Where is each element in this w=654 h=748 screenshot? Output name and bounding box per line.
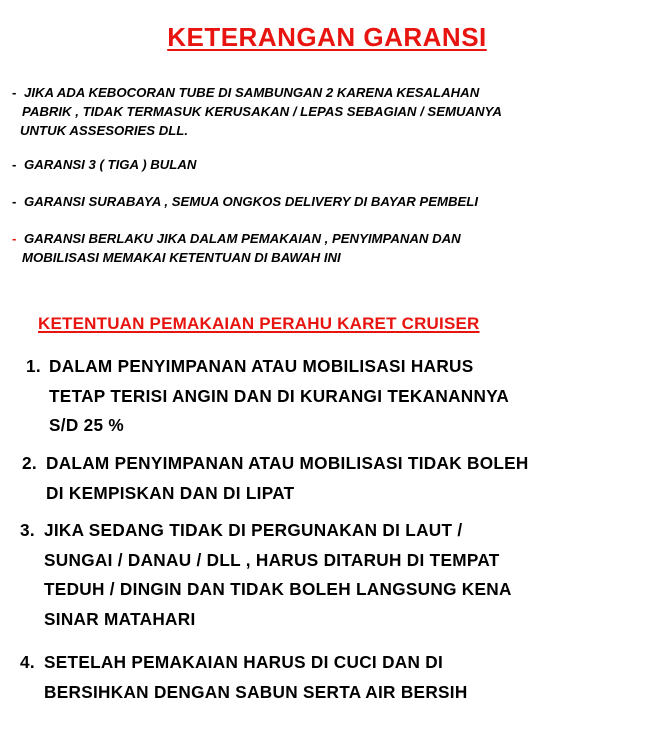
rule-number: 1. [26,356,41,376]
note-line: GARANSI 3 ( TIGA ) BULAN [24,157,197,172]
rule-number: 4. [20,652,35,672]
note-line: MOBILISASI MEMAKAI KETENTUAN DI BAWAH INI [22,250,341,265]
rule-line: DALAM PENYIMPANAN ATAU MOBILISASI TIDAK BOLEH [46,453,529,473]
rule-number: 2. [22,453,37,473]
page-title [0,22,654,53]
rule-line: TEDUH / DINGIN DAN TIDAK BOLEH LANGSUNG KENA [44,579,512,599]
rule-line: SINAR MATAHARI [44,608,196,629]
note-dash: - [12,194,17,209]
rule-line: SETELAH PEMAKAIAN HARUS DI CUCI DAN DI [44,652,444,672]
note-line: GARANSI SURABAYA , SEMUA ONGKOS DELIVERY DI BAYAR PEMBELI [24,194,479,209]
note-line: GARANSI BERLAKU JIKA DALAM PEMAKAIAN , PENYIMPANAN DAN [24,231,461,246]
usage-rule-1 [26,352,509,441]
usage-rule-2 [22,449,529,508]
warranty-note-4 [12,229,642,267]
rule-line: SUNGAI / DANAU / DLL , HARUS DITARUH DI TEMPAT [44,549,500,570]
rule-line: S/D 25 % [49,415,125,435]
rule-line: TETAP TERISI ANGIN DAN DI KURANGI TEKANANNYA [49,385,510,406]
page-title-text: KETERANGAN GARANSI [167,22,487,52]
warranty-note-3 [12,192,642,211]
usage-rule-3 [20,516,512,634]
note-line: PABRIK , TIDAK TERMASUK KERUSAKAN / LEPAS SEBAGIAN / SEMUANYA [22,104,502,119]
warranty-note-2 [12,155,642,174]
note-line: UNTUK ASSESORIES DLL. [20,123,189,138]
note-dash: - [12,85,17,100]
warranty-note-1 [12,83,642,140]
note-dash: - [12,231,17,246]
rule-line: JIKA SEDANG TIDAK DI PERGUNAKAN DI LAUT / [44,520,463,540]
rule-line: DALAM PENYIMPANAN ATAU MOBILISASI HARUS [49,356,474,376]
usage-rules-heading: KETENTUAN PEMAKAIAN PERAHU KARET CRUISER [38,314,480,333]
rule-number: 3. [20,520,35,540]
usage-rule-4 [20,648,468,707]
note-line: JIKA ADA KEBOCORAN TUBE DI SAMBUNGAN 2 KARENA KESALAHAN [24,85,480,100]
rule-line: BERSIHKAN DENGAN SABUN SERTA AIR BERSIH [44,681,468,702]
note-dash: - [12,157,17,172]
rule-line: DI KEMPISKAN DAN DI LIPAT [46,482,295,503]
